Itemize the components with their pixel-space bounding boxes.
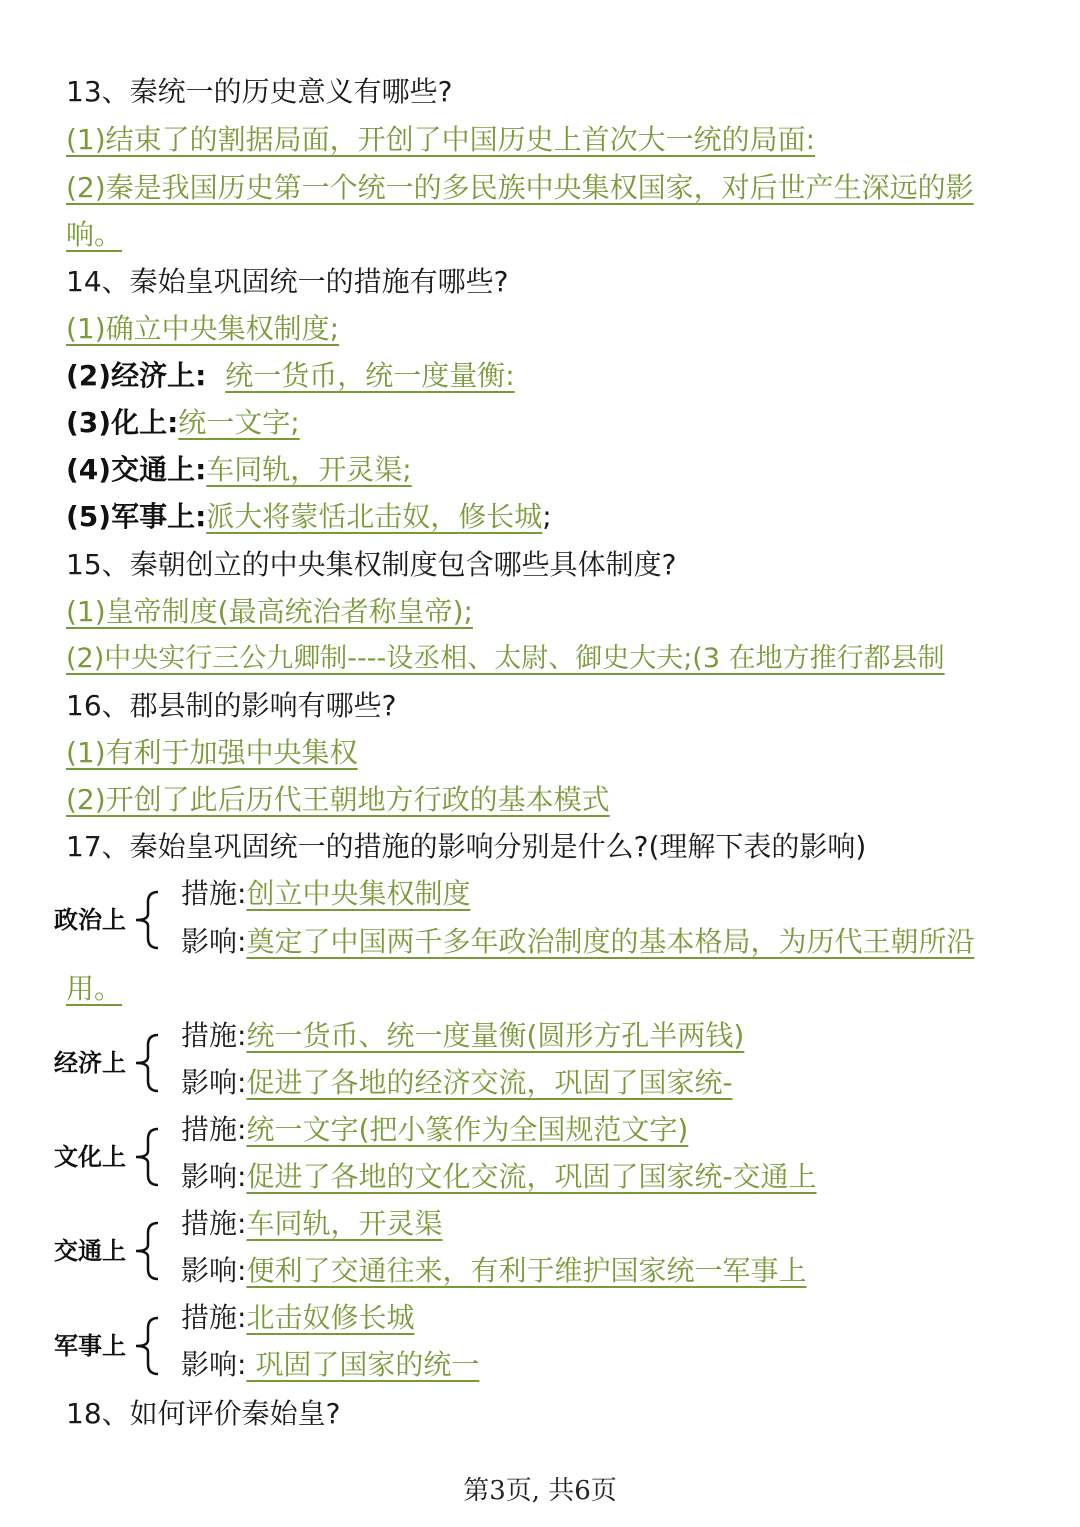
group-label-culture: 文化上: [54, 1143, 126, 1171]
q14-item-answer: 统一文字;: [178, 406, 300, 439]
impact-cont-text: 用。: [66, 972, 123, 1005]
measure-text: 统一货币、统一度量衡(圆形方孔半两钱): [246, 1019, 745, 1052]
brace-icon: [128, 1125, 164, 1189]
brace-icon: [128, 1031, 164, 1095]
group-measure-row: [181, 1204, 442, 1244]
brace-icon: [128, 1314, 164, 1378]
q14-question: 14、秦始皇巩固统一的措施有哪些?: [66, 265, 509, 298]
q15-answer-1-text: (1)皇帝制度(最高统治者称皇帝);: [66, 595, 473, 628]
q13-answer-2-cont-text: 响。: [66, 218, 123, 251]
q13-answer-1-text: (1)结束了的割据局面，开创了中国历史上首次大一统的局面:: [66, 123, 816, 156]
group-measure-row: [181, 1298, 414, 1338]
q14-item-answer: 统一货币，统一度量衡:: [225, 359, 515, 392]
group-label-transport: 交通上: [54, 1237, 126, 1265]
q13-answer-2-text: (2)秦是我国历史第一个统一的多民族中央集权国家，对后世产生深远的影: [66, 171, 974, 204]
impact-label: 影响:: [181, 1066, 247, 1099]
q16-answer-2: [66, 780, 610, 820]
impact-text: 促进了各地的经济交流，巩固了国家统-: [246, 1066, 733, 1099]
group-measure-row: [181, 1016, 744, 1056]
group-measure-row: [181, 874, 470, 914]
group-label-military: 军事上: [54, 1332, 126, 1360]
q15-answer-1: [66, 592, 473, 632]
q13-answer-1: [66, 120, 815, 160]
measure-text: 创立中央集权制度: [246, 877, 471, 910]
group-impact-row: [181, 1063, 733, 1103]
q14-item-economy: [66, 356, 515, 396]
q14-item-answer: 车同轨，开灵渠;: [206, 453, 412, 486]
group-label-politics: 政治上: [54, 906, 126, 934]
impact-text: 奠定了中国两千多年政治制度的基本格局，为历代王朝所沿: [246, 925, 975, 958]
q14-item-tail: ;: [542, 500, 552, 533]
q17-question: 17、秦始皇巩固统一的措施的影响分别是什么?(理解下表的影响): [66, 830, 867, 863]
measure-label: 措施:: [181, 1207, 247, 1240]
q18-question: 18、如何评价秦始皇?: [66, 1397, 341, 1430]
q14-item-label: (3)化上:: [66, 406, 179, 439]
q14-item-answer: 派大将蒙恬北击奴，修长城: [206, 500, 543, 533]
impact-label: 影响:: [181, 1348, 247, 1381]
q13-answer-2: [66, 168, 974, 208]
q14-item-transport: [66, 450, 412, 490]
impact-text: 巩固了国家的统一: [246, 1348, 480, 1381]
measure-label: 措施:: [181, 1113, 247, 1146]
q14-answer-1-text: (1)确立中央集权制度;: [66, 312, 340, 345]
q14-item-culture: [66, 403, 300, 443]
impact-label: 影响:: [181, 1254, 247, 1287]
impact-text: 便利了交通往来，有利于维护国家统一军事上: [246, 1254, 807, 1287]
group-label-economy: 经济上: [54, 1049, 126, 1077]
q13-question: 13、秦统一的历史意义有哪些?: [66, 75, 453, 108]
brace-icon: [128, 1219, 164, 1283]
group-impact-row: [181, 1157, 817, 1197]
measure-text: 统一文字(把小篆作为全国规范文字): [246, 1113, 689, 1146]
q14-answer-1: [66, 309, 339, 349]
group-measure-row: [181, 1110, 688, 1150]
q15-question: 15、秦朝创立的中央集权制度包含哪些具体制度?: [66, 548, 677, 581]
measure-label: 措施:: [181, 1301, 247, 1334]
measure-label: 措施:: [181, 877, 247, 910]
measure-text: 北击奴修长城: [246, 1301, 415, 1334]
q16-answer-1-text: (1)有利于加强中央集权: [66, 736, 358, 769]
q14-item-label: (2)经济上:: [66, 359, 207, 392]
impact-label: 影响:: [181, 925, 247, 958]
page-footer: 第3页, 共6页: [463, 1476, 617, 1506]
impact-label: 影响:: [181, 1160, 247, 1193]
q15-answer-2: [66, 639, 945, 679]
group-impact-row: [181, 1251, 806, 1291]
measure-text: 车同轨，开灵渠: [246, 1207, 443, 1240]
q14-item-military: [66, 497, 552, 537]
group-impact-row: [181, 922, 974, 962]
brace-icon: [128, 888, 164, 952]
group-impact-cont: [66, 969, 122, 1009]
measure-label: 措施:: [181, 1019, 247, 1052]
q16-answer-1: [66, 733, 358, 773]
q16-answer-2-text: (2)开创了此后历代王朝地方行政的基本模式: [66, 783, 610, 816]
group-impact-row: [181, 1345, 479, 1385]
q13-answer-2-cont: [66, 215, 122, 255]
q15-answer-2-text: (2)中央实行三公九卿制----设丞相、太尉、御史大夫;(3 在地方推行都县制: [66, 643, 945, 674]
impact-text: 促进了各地的文化交流，巩固了国家统-交通上: [246, 1160, 817, 1193]
q14-item-label: (5)军事上:: [66, 500, 207, 533]
q16-question: 16、郡县制的影响有哪些?: [66, 689, 397, 722]
q14-item-label: (4)交通上:: [66, 453, 207, 486]
